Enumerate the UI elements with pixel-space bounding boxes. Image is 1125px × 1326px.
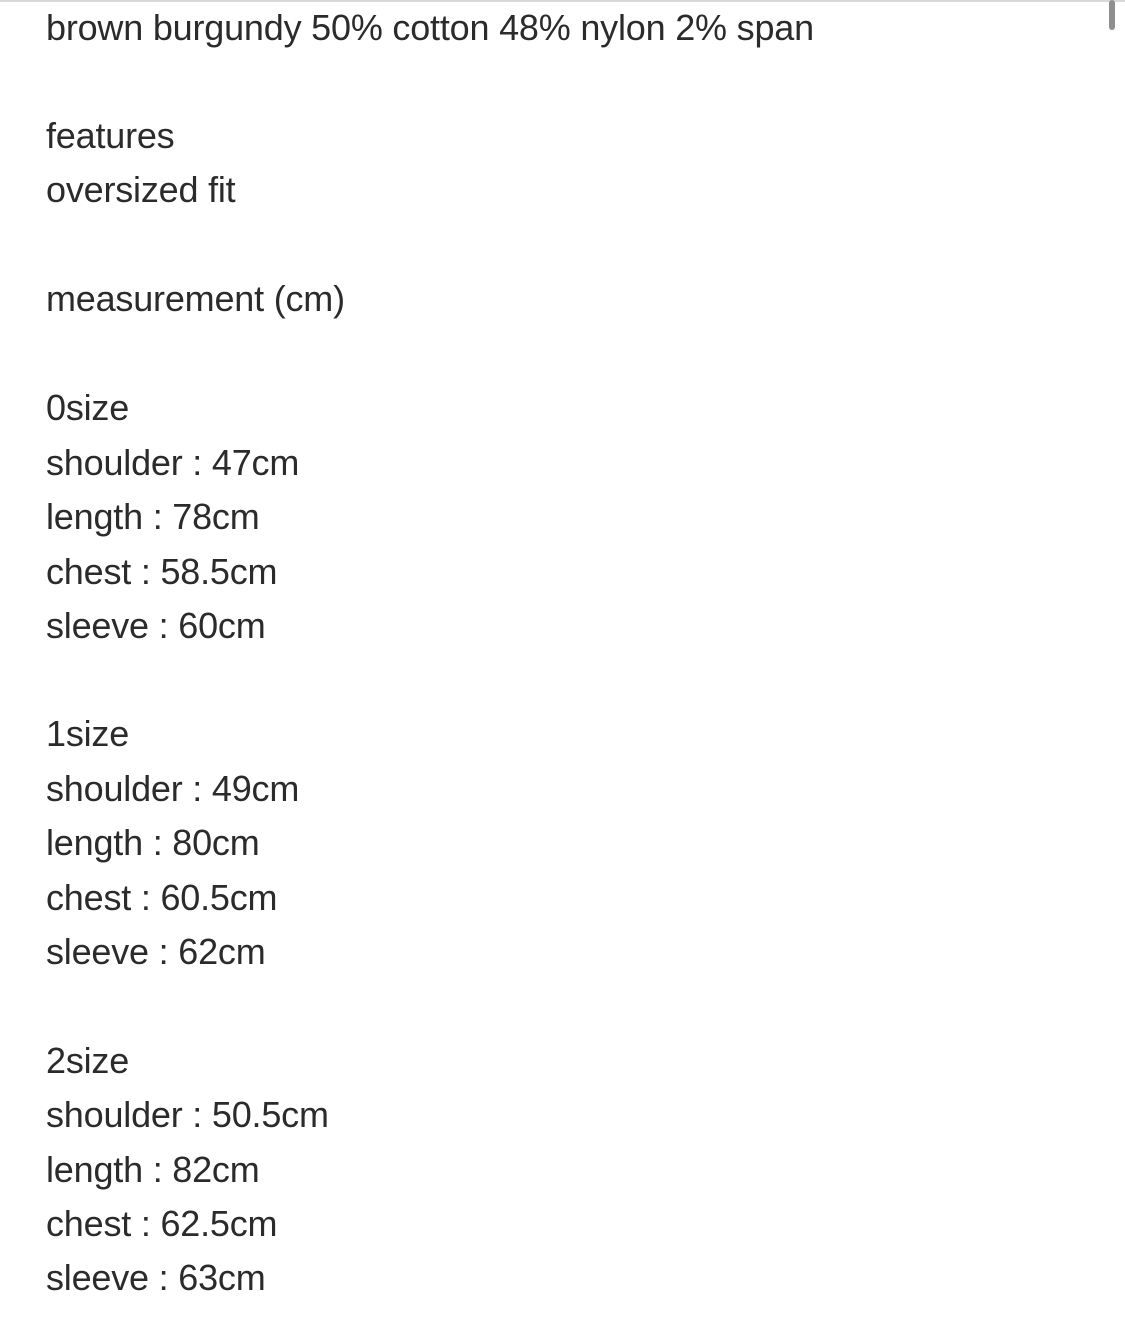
shoulder-measurement: shoulder : 47cm — [46, 442, 300, 483]
chest-measurement: chest : 62.5cm — [46, 1203, 278, 1244]
features-heading: features — [46, 115, 175, 156]
sleeve-measurement: sleeve : 62cm — [46, 931, 266, 972]
size-label: 2size — [46, 1040, 130, 1081]
size-label: 1size — [46, 713, 130, 754]
chest-measurement: chest : 58.5cm — [46, 551, 278, 592]
measurement-heading: measurement (cm) — [46, 278, 345, 319]
sleeve-measurement: sleeve : 63cm — [46, 1257, 266, 1298]
top-border — [0, 0, 1125, 2]
size-label: 0size — [46, 387, 130, 428]
shoulder-measurement: shoulder : 49cm — [46, 768, 300, 809]
length-measurement: length : 78cm — [46, 496, 260, 537]
material-text: brown burgundy 50% cotton 48% nylon 2% span — [46, 7, 814, 48]
length-measurement: length : 80cm — [46, 822, 260, 863]
features-value: oversized fit — [46, 169, 236, 210]
shoulder-measurement: shoulder : 50.5cm — [46, 1094, 329, 1135]
sleeve-measurement: sleeve : 60cm — [46, 605, 266, 646]
scroll-indicator[interactable] — [1109, 0, 1115, 30]
length-measurement: length : 82cm — [46, 1149, 260, 1190]
chest-measurement: chest : 60.5cm — [46, 877, 278, 918]
